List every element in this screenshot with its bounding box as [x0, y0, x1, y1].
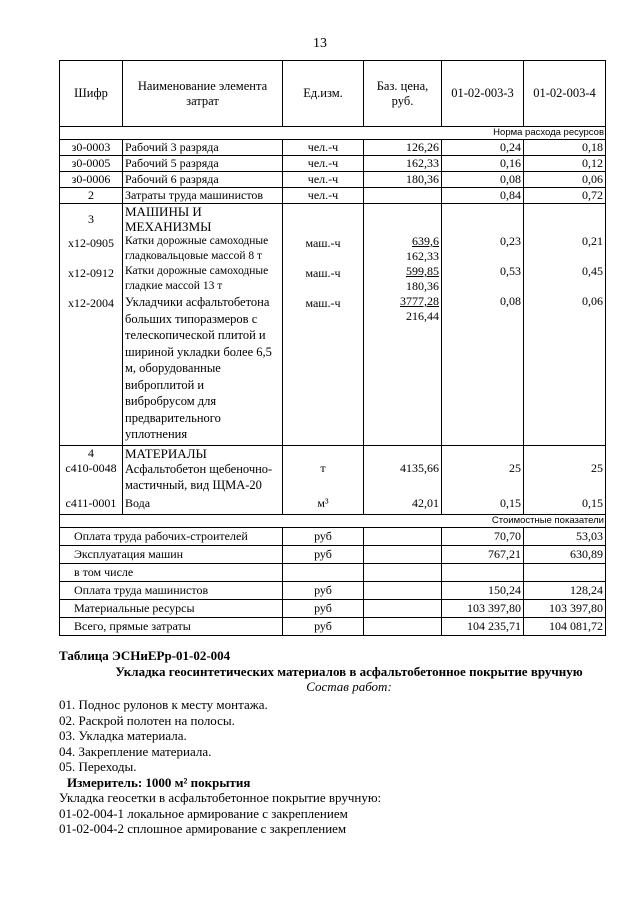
- table-row: [60, 461, 606, 493]
- row-name-line: больших типоразмеров с: [125, 311, 258, 326]
- row-code: х12-0905: [60, 234, 123, 264]
- summary-label: Оплата труда машинистов: [60, 581, 283, 599]
- row-name-line: предварительного: [125, 410, 221, 425]
- row-price: 4135,66: [364, 461, 442, 493]
- works-title: Состав работ:: [306, 679, 392, 694]
- row-name: Затраты труда машинистов: [123, 188, 283, 204]
- row-name-line: вибробрусом для: [125, 394, 217, 408]
- page-number: 13: [313, 36, 327, 51]
- meter-label: Измеритель: 1000 м² покрытия: [67, 774, 251, 790]
- summary-row: [60, 581, 606, 599]
- row-price-total: 639,6: [412, 234, 439, 248]
- row-unit: чел.-ч: [283, 156, 364, 172]
- row-name-line: м, оборудованные: [125, 361, 221, 375]
- summary-unit: руб: [283, 545, 364, 563]
- table-row: [60, 264, 606, 294]
- row-name: [123, 461, 283, 493]
- summary-label: Всего, прямые затраты: [60, 617, 283, 635]
- section-title-line: МЕХАНИЗМЫ: [125, 219, 212, 234]
- header-col-003-3: 01-02-003-3: [442, 61, 524, 127]
- header-col-003-4: 01-02-003-4: [524, 61, 606, 127]
- row-value-2: 0,15: [524, 493, 606, 515]
- row-value-1: 0,23: [442, 234, 524, 264]
- row-price-total: 3777,28: [400, 294, 439, 308]
- row-code: х12-2004: [60, 294, 123, 445]
- summary-unit: руб: [283, 617, 364, 635]
- summary-row: [60, 617, 606, 635]
- row-value-2: 0,06: [524, 172, 606, 188]
- summary-value-1: 104 235,71: [442, 617, 524, 635]
- row-unit: маш.-ч: [283, 294, 364, 445]
- row-value-2: 25: [524, 461, 606, 493]
- row-value-1: 0,24: [442, 140, 524, 156]
- list-item: 03. Укладка материала.: [59, 728, 187, 743]
- row-name: Вода: [123, 493, 283, 515]
- row-price: [364, 264, 442, 294]
- row-name-line: Катки дорожные самоходные: [125, 235, 269, 247]
- table-header-row: [60, 61, 606, 127]
- row-value-2: 0,06: [524, 294, 606, 445]
- row-price-labor: 162,33: [406, 249, 439, 263]
- section-code: 3: [60, 204, 123, 235]
- resource-table: [59, 60, 606, 636]
- summary-value-2: 128,24: [524, 581, 606, 599]
- cost-label: Стоимостные показатели: [60, 514, 606, 527]
- row-value-1: 0,08: [442, 172, 524, 188]
- row-value-1: 0,16: [442, 156, 524, 172]
- summary-value-2: [524, 563, 606, 581]
- norm-label: Норма расхода ресурсов: [60, 127, 606, 140]
- row-unit: чел.-ч: [283, 140, 364, 156]
- row-value-1: 0,84: [442, 188, 524, 204]
- row-name: Рабочий 3 разряда: [123, 140, 283, 156]
- summary-unit: руб: [283, 581, 364, 599]
- list-item: Укладка геосетки в асфальтобетонное покрытие вручную:: [59, 790, 382, 805]
- table-row: [60, 294, 606, 445]
- summary-value-1: [442, 563, 524, 581]
- row-value-2: 0,18: [524, 140, 606, 156]
- row-code: с411-0001: [60, 493, 123, 515]
- row-code: з0-0006: [60, 172, 123, 188]
- row-name-line: виброплитой и: [125, 377, 205, 392]
- row-price: 180,36: [364, 172, 442, 188]
- summary-row: [60, 563, 606, 581]
- summary-label: Материальные ресурсы: [60, 599, 283, 617]
- header-price: Баз. цена, руб.: [364, 61, 442, 127]
- summary-label: Оплата труда рабочих-строителей: [60, 527, 283, 545]
- summary-row: [60, 599, 606, 617]
- summary-value-2: 630,89: [524, 545, 606, 563]
- row-value-1: 0,15: [442, 493, 524, 515]
- list-item: 01. Поднос рулонов к месту монтажа.: [59, 697, 268, 712]
- row-price-labor: 216,44: [406, 309, 439, 323]
- row-name-line: гладкие массой 13 т: [125, 280, 223, 292]
- table-subtitle: Укладка геосинтетических материалов в асфальтобетонное покрытие вручную: [115, 664, 583, 679]
- row-price: [364, 294, 442, 445]
- header-code: Шифр: [60, 61, 123, 127]
- table-row: [60, 156, 606, 172]
- row-code: з0-0005: [60, 156, 123, 172]
- list-item: 01-02-004-1 локальное армирование с закреплением: [59, 805, 348, 821]
- section-machines-header: [60, 204, 606, 235]
- row-unit: т: [283, 461, 364, 493]
- list-item: 01-02-004-2 сплошное армирование с закреплением: [59, 821, 347, 836]
- row-name-line: Укладчики асфальтобетона: [125, 295, 270, 309]
- row-code: х12-0912: [60, 264, 123, 294]
- row-name: [123, 294, 283, 445]
- row-value-2: 0,12: [524, 156, 606, 172]
- table-row: [60, 493, 606, 515]
- row-name: Рабочий 6 разряда: [123, 172, 283, 188]
- row-unit: маш.-ч: [283, 264, 364, 294]
- row-unit: м³: [283, 493, 364, 515]
- row-unit: чел.-ч: [283, 172, 364, 188]
- table-row: [60, 234, 606, 264]
- works-list: [59, 697, 619, 837]
- summary-label: Эксплуатация машин: [60, 545, 283, 563]
- row-price-labor: 180,36: [406, 279, 439, 293]
- row-price: [364, 234, 442, 264]
- summary-value-2: 104 081,72: [524, 617, 606, 635]
- header-unit: Ед.изм.: [283, 61, 364, 127]
- row-value-1: 25: [442, 461, 524, 493]
- row-name-line: Асфальтобетон щебеночно-: [125, 461, 273, 476]
- row-name-line: шириной укладки более 6,5: [125, 344, 272, 359]
- row-unit: чел.-ч: [283, 188, 364, 204]
- row-value-2: 0,72: [524, 188, 606, 204]
- section-title: [123, 204, 283, 235]
- row-code: 2: [60, 188, 123, 204]
- summary-value-1: 103 397,80: [442, 599, 524, 617]
- row-name: [123, 234, 283, 264]
- summary-value-1: 150,24: [442, 581, 524, 599]
- list-item: 05. Переходы.: [59, 759, 137, 774]
- row-name: Рабочий 5 разряда: [123, 156, 283, 172]
- section-title-line: МАШИНЫ И: [125, 204, 202, 219]
- summary-unit: [283, 563, 364, 581]
- row-code: с410-0048: [60, 461, 123, 493]
- list-item: 04. Закрепление материала.: [59, 743, 212, 759]
- row-code: з0-0003: [60, 140, 123, 156]
- row-unit: маш.-ч: [283, 234, 364, 264]
- summary-value-1: 767,21: [442, 545, 524, 563]
- row-price: 126,26: [364, 140, 442, 156]
- summary-row: [60, 527, 606, 545]
- row-name-line: мастичный, вид ЩМА-20: [125, 477, 262, 492]
- section-title: МАТЕРИАЛЫ: [123, 445, 283, 461]
- summary-unit: руб: [283, 599, 364, 617]
- row-name: [123, 264, 283, 294]
- header-name: Наименование элемента затрат: [123, 61, 283, 127]
- row-value-2: 0,45: [524, 264, 606, 294]
- summary-value-2: 53,03: [524, 527, 606, 545]
- row-name-line: уплотнения: [125, 427, 188, 441]
- summary-unit: руб: [283, 527, 364, 545]
- section-materials-header: [60, 445, 606, 461]
- summary-row: [60, 545, 606, 563]
- row-value-1: 0,08: [442, 294, 524, 445]
- table-row: [60, 140, 606, 156]
- summary-value-2: 103 397,80: [524, 599, 606, 617]
- row-price: 162,33: [364, 156, 442, 172]
- section-code: 4: [60, 445, 123, 461]
- row-value-2: 0,21: [524, 234, 606, 264]
- row-price-total: 599,85: [406, 264, 439, 278]
- row-name-line: Катки дорожные самоходные: [125, 265, 269, 277]
- summary-value-1: 70,70: [442, 527, 524, 545]
- summary-label: в том числе: [60, 563, 283, 581]
- row-price: 42,01: [364, 493, 442, 515]
- table-row: [60, 172, 606, 188]
- row-name-line: гладковальцовые массой 8 т: [125, 250, 263, 262]
- list-item: 02. Раскрой полотен на полосы.: [59, 712, 235, 728]
- table-title: Таблица ЭСНиЕРр-01-02-004: [59, 648, 231, 663]
- row-name-line: телескопической плитой и: [125, 328, 266, 342]
- row-value-1: 0,53: [442, 264, 524, 294]
- table-row-machinists: [60, 188, 606, 204]
